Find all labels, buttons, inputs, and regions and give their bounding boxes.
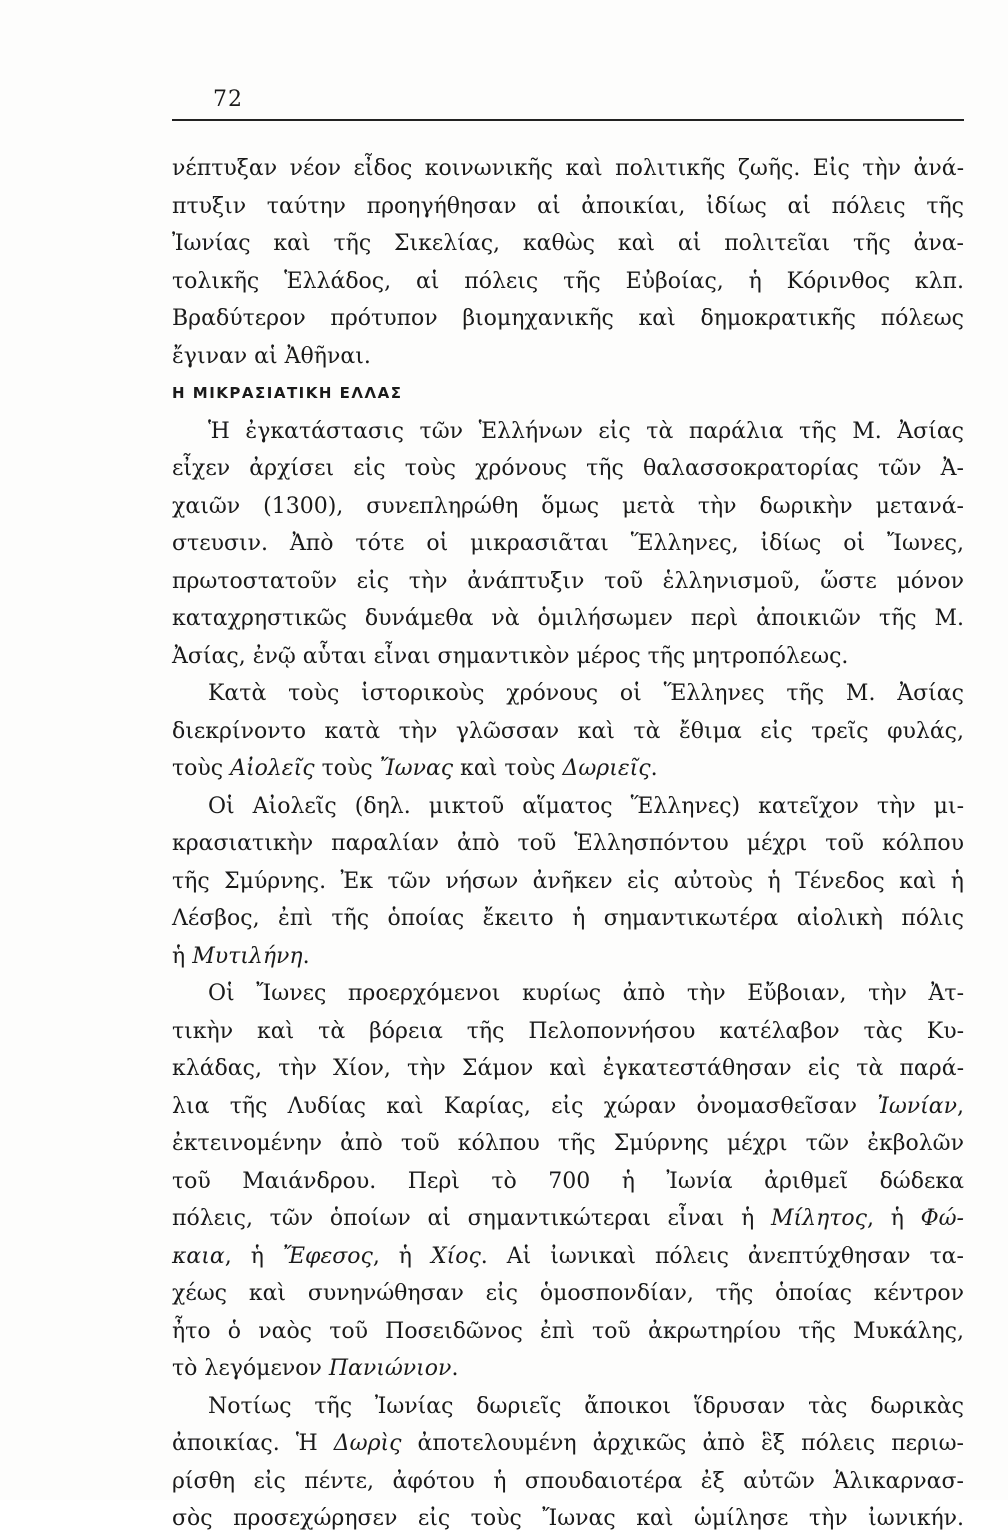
text-segment: ἀποικίας. Ἡ bbox=[172, 1431, 334, 1456]
text-segment: . bbox=[451, 1356, 459, 1381]
text-line: χαιῶν (1300), συνεπληρώθη ὅμως μετὰ τὴν δωρικὴν μετανά- bbox=[172, 493, 964, 519]
italic-term: Ἴωνας bbox=[379, 756, 454, 781]
text-segment: καὶ τοὺς bbox=[453, 756, 563, 781]
text-line: Ἡ ἐγκατάστασις τῶν Ἑλλήνων εἰς τὰ παράλια τῆς Μ. Ἀσίας bbox=[208, 418, 964, 444]
text-line: Ἰωνίας καὶ τῆς Σικελίας, καθὼς καὶ αἱ πολιτεῖαι τῆς ἀνα- bbox=[172, 231, 964, 256]
text-segment: , bbox=[957, 1093, 964, 1119]
header-rule bbox=[172, 119, 964, 121]
paragraph-aeolians bbox=[172, 788, 964, 976]
text-segment: , ἡ bbox=[372, 1243, 431, 1269]
text-line: ἐκτεινομένην ἀπὸ τοῦ κόλπου τῆς Σμύρνης μέχρι τῶν ἐκβολῶν bbox=[172, 1131, 964, 1156]
text-segment: . bbox=[650, 756, 658, 781]
text-line: Ἀσίας, ἐνῷ αὗται εἶναι σημαντικὸν μέρος τῆς μητροπόλεως. bbox=[172, 643, 849, 669]
intro-paragraph bbox=[172, 150, 964, 375]
italic-term: Πανιώνιον bbox=[328, 1356, 452, 1381]
text-line: ρίσθη εἰς πέντε, ἀφότου ἡ σπουδαιοτέρα ἐξ αὐτῶν Ἁλικαρνασ- bbox=[172, 1468, 964, 1494]
page-body bbox=[172, 150, 964, 1538]
text-line: Οἱ Αἰολεῖς (δηλ. μικτοῦ αἵματος Ἕλληνες) κατεῖχον τὴν μι- bbox=[208, 793, 964, 819]
section-heading: Η ΜΙΚΡΑΣΙΑΤΙΚΗ ΕΛΛΑΣ bbox=[172, 384, 403, 402]
italic-term: Χίος bbox=[430, 1243, 481, 1269]
italic-term: Φώ- bbox=[920, 1206, 964, 1231]
text-line: τῆς Σμύρνης. Ἐκ τῶν νήσων ἀνῆκεν εἰς αὐτοὺς ἡ Τένεδος καὶ ἡ bbox=[172, 868, 964, 894]
text-segment: , ἡ bbox=[224, 1243, 283, 1269]
text-segment: , ἡ bbox=[867, 1206, 921, 1231]
italic-term: καια bbox=[172, 1243, 225, 1269]
page-number: 72 bbox=[213, 87, 243, 112]
text-segment: τὸ λεγόμενον bbox=[172, 1356, 329, 1381]
text-line: Νοτίως τῆς Ἰωνίας δωριεῖς ἄποικοι ἵδρυσαν τὰς δωρικὰς bbox=[208, 1393, 964, 1419]
italic-term: Δωρὶς bbox=[333, 1431, 402, 1456]
italic-term: Μυτιλήνη bbox=[192, 943, 303, 969]
italic-term: Αἰολεῖς bbox=[230, 756, 315, 781]
text-segment: ἀποτελουμένη ἀρχικῶς ἀπὸ ἓξ πόλεις περιω- bbox=[401, 1431, 964, 1456]
italic-term: Δωριεῖς bbox=[562, 756, 651, 781]
text-line: διεκρίνοντο κατὰ τὴν γλῶσσαν καὶ τὰ ἔθιμα εἰς τρεῖς φυλάς, bbox=[172, 718, 964, 744]
text-line: τοῦ Μαιάνδρου. Περὶ τὸ 700 ἡ Ἰωνία ἀριθμεῖ δώδεκα bbox=[172, 1168, 964, 1194]
text-line bbox=[172, 750, 964, 788]
text-segment: τοὺς bbox=[172, 756, 231, 781]
paragraph-settlement bbox=[172, 413, 964, 676]
paragraph-tribes bbox=[172, 675, 964, 788]
text-line: χέως καὶ συνηνώθησαν εἰς ὁμοσπονδίαν, τῆς ὁποίας κέντρον bbox=[172, 1281, 964, 1306]
text-line: Βραδύτερον πρότυπον βιομηχανικῆς καὶ δημοκρατικῆς πόλεως bbox=[172, 306, 964, 331]
text-line bbox=[172, 938, 964, 976]
paragraph-ionians bbox=[172, 975, 964, 1388]
text-line: ἦτο ὁ ναὸς τοῦ Ποσειδῶνος ἐπὶ τοῦ ἀκρωτηρίου τῆς Μυκάλης, bbox=[172, 1318, 964, 1344]
text-line: Κατὰ τοὺς ἱστορικοὺς χρόνους οἱ Ἕλληνες τῆς Μ. Ἀσίας bbox=[208, 681, 964, 706]
text-line: τικὴν καὶ τὰ βόρεια τῆς Πελοποννήσου κατέλαβον τὰς Κυ- bbox=[172, 1018, 964, 1044]
text-segment: πόλεις, τῶν ὁποίων αἱ σημαντικώτεραι εἶναι ἡ bbox=[172, 1206, 771, 1231]
text-line: καταχρηστικῶς δυνάμεθα νὰ ὁμιλήσωμεν περὶ ἀποικιῶν τῆς Μ. bbox=[172, 606, 964, 631]
text-line: τολικῆς Ἑλλάδος, αἱ πόλεις τῆς Εὐβοίας, ἡ Κόρινθος κλπ. bbox=[172, 268, 964, 294]
text-line: κλάδας, τὴν Χίον, τὴν Σάμον καὶ ἐγκατεστάθησαν εἰς τὰ παρά- bbox=[172, 1056, 964, 1081]
italic-term: Ἰωνίαν bbox=[877, 1093, 957, 1119]
text-line bbox=[172, 1088, 964, 1126]
text-line: Λέσβος, ἐπὶ τῆς ὁποίας ἔκειτο ἡ σημαντικωτέρα αἰολικὴ πόλις bbox=[172, 906, 964, 931]
text-segment: λια τῆς Λυδίας καὶ Καρίας, εἰς χώραν ὀνομασθεῖσαν bbox=[172, 1093, 878, 1119]
text-line bbox=[172, 1238, 964, 1276]
text-line bbox=[172, 1425, 964, 1463]
text-line bbox=[172, 1350, 964, 1388]
text-line: σὸς προσεχώρησεν εἰς τοὺς Ἴωνας καὶ ὡμίλησε τὴν ἰωνικήν. bbox=[172, 1506, 964, 1531]
italic-term: Μίλητος bbox=[770, 1206, 867, 1231]
text-segment: τοὺς bbox=[314, 756, 380, 781]
text-line: πρωτοστατοῦν εἰς τὴν ἀνάπτυξιν τοῦ ἑλληνισμοῦ, ὥστε μόνον bbox=[172, 568, 964, 594]
text-segment: . bbox=[302, 943, 310, 969]
text-line: κρασιατικὴν παραλίαν ἀπὸ τοῦ Ἑλλησπόντου μέχρι τοῦ κόλπου bbox=[172, 831, 964, 856]
text-line: νέπτυξαν νέον εἶδος κοινωνικῆς καὶ πολιτικῆς ζωῆς. Εἰς τὴν ἀνά- bbox=[172, 156, 964, 181]
text-segment: . Αἱ ἰωνικαὶ πόλεις ἀνεπτύχθησαν τα- bbox=[480, 1243, 964, 1269]
text-line bbox=[172, 1200, 964, 1238]
text-line: Οἱ Ἴωνες προερχόμενοι κυρίως ἀπὸ τὴν Εὔβοιαν, τὴν Ἀτ- bbox=[208, 981, 964, 1006]
text-line: στευσιν. Ἀπὸ τότε οἱ μικρασιᾶται Ἕλληνες, ἰδίως οἱ Ἴωνες, bbox=[172, 531, 964, 556]
text-segment: ἡ bbox=[172, 943, 193, 969]
italic-term: Ἔφεσος bbox=[282, 1243, 373, 1269]
text-line: εἶχεν ἀρχίσει εἰς τοὺς χρόνους τῆς θαλασσοκρατορίας τῶν Ἀ- bbox=[172, 456, 964, 481]
text-line: ἔγιναν αἱ Ἀθῆναι. bbox=[172, 343, 371, 369]
text-line: πτυξιν ταύτην προηγήθησαν αἱ ἀποικίαι, ἰδίως αἱ πόλεις τῆς bbox=[172, 193, 964, 219]
paragraph-dorians bbox=[172, 1388, 964, 1538]
